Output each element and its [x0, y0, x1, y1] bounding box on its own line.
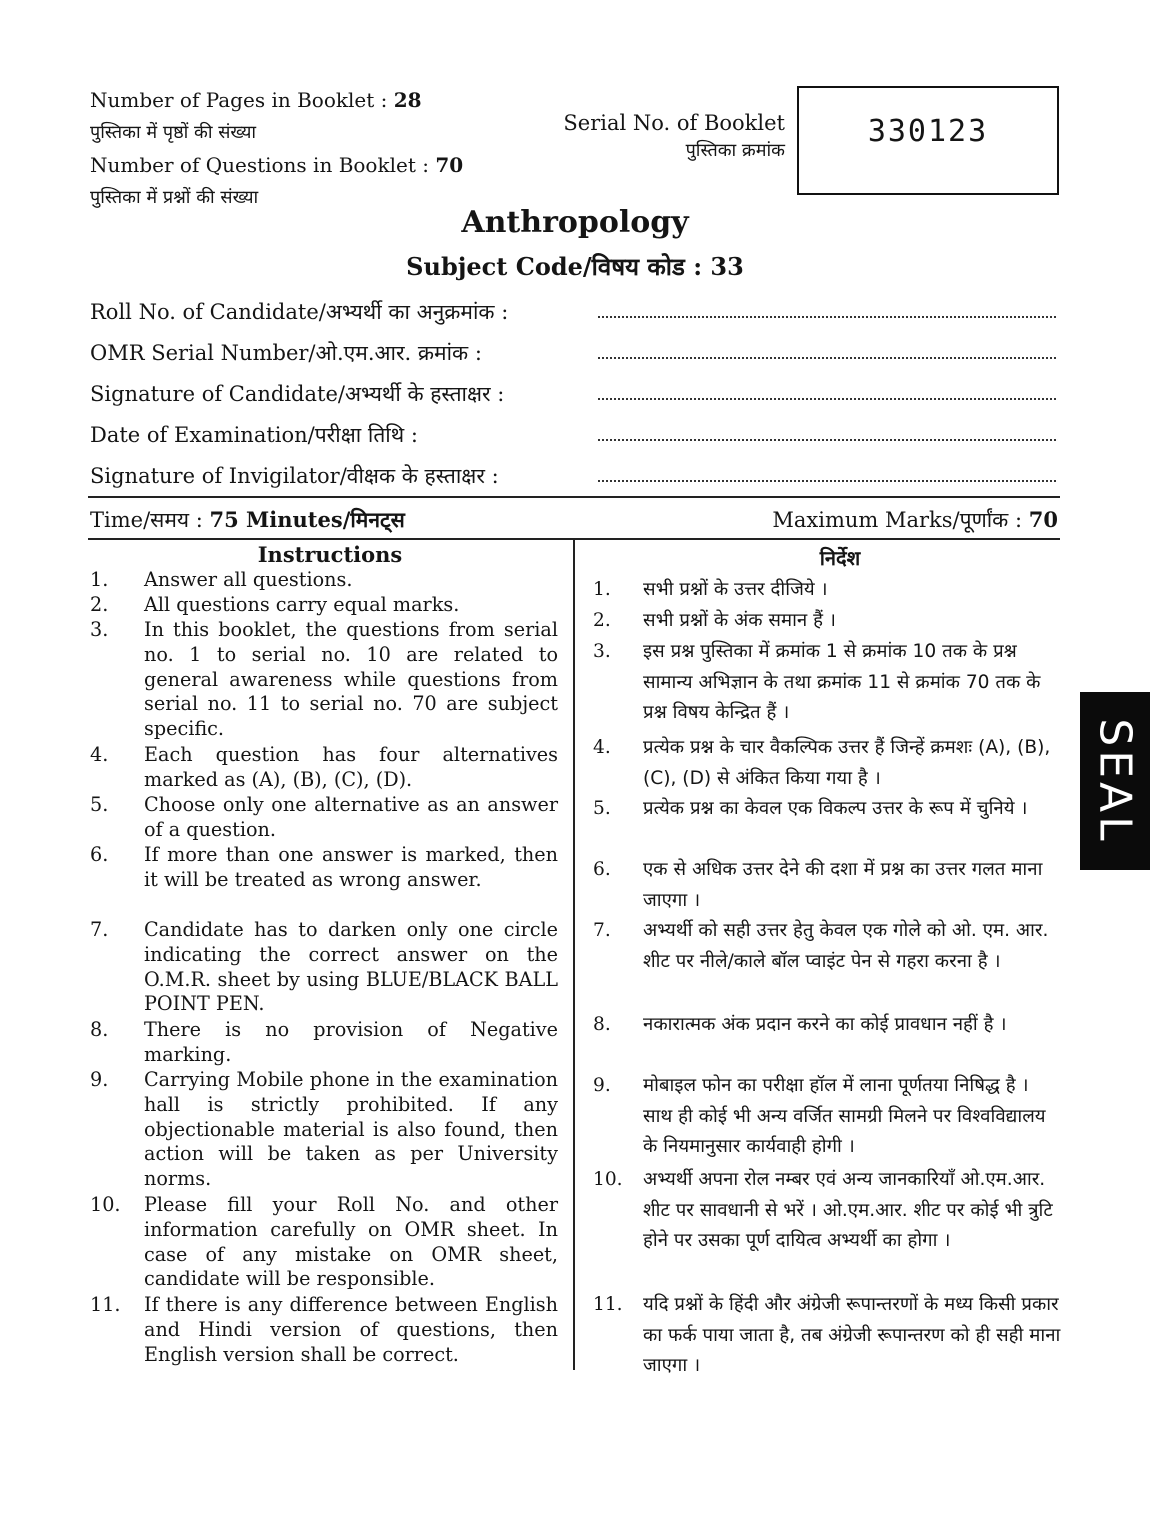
- instruction-item-hi: 2. सभी प्रश्नों के अंक समान हैं ।: [593, 610, 836, 631]
- serial-number-box: [797, 86, 1059, 195]
- divider: [88, 496, 1060, 498]
- instruction-item: 4. Each question has four alternatives marked as (A), (B), (C), (D).: [90, 743, 558, 791]
- field-label-roll-no: Roll No. of Candidate/अभ्यर्थी का अनुक्रमांक :: [90, 300, 509, 324]
- instruction-item-hi: 10. अभ्यर्थी अपना रोल नम्बर एवं अन्य जानकारियाँ ओ.एम.आर. शीट पर सावधानी से भरें । ओ.एम.आर. शीट पर कोई भी त्रुटि होने पर उसका पूर्ण दायित्व अभ्यर्थी का होगा ।: [593, 1169, 1053, 1251]
- instruction-item-hi: 6. एक से अधिक उत्तर देने की दशा में प्रश्न का उत्तर गलत माना जाएगा ।: [593, 859, 1043, 911]
- instruction-item: 1. Answer all questions.: [90, 568, 353, 591]
- instruction-item: 8. There is no provision of Negative marking.: [90, 1018, 558, 1066]
- instruction-item: 6. If more than one answer is marked, then it will be treated as wrong answer.: [90, 843, 558, 891]
- instruction-item: 11. If there is any difference between English and Hindi version of questions, then English version shall be correct.: [90, 1293, 558, 1366]
- instructions-title-hi: निर्देश: [819, 546, 861, 570]
- serial-label-en: Serial No. of Booklet: [563, 111, 785, 135]
- field-label-exam-date: Date of Examination/परीक्षा तिथि :: [90, 423, 418, 447]
- subject-code: Subject Code/विषय कोड : 33: [406, 252, 744, 281]
- instruction-item: 5. Choose only one alternative as an answer of a question.: [90, 793, 558, 841]
- instruction-item: 9. Carrying Mobile phone in the examination hall is strictly prohibited. If any objectionable material is also found, then action will be taken as per University norms.: [90, 1068, 558, 1191]
- instruction-item: 10. Please fill your Roll No. and other information carefully on OMR sheet. In case of any mistake on OMR sheet, candidate will be responsible.: [90, 1193, 558, 1291]
- questions-count-en: Number of Questions in Booklet : 70: [90, 153, 464, 177]
- page-title: Anthropology: [461, 205, 689, 240]
- instruction-item-hi: 1. सभी प्रश्नों के उत्तर दीजिये ।: [593, 579, 828, 600]
- serial-number: 330123: [867, 114, 989, 149]
- instruction-item-hi: 3. इस प्रश्न पुस्तिका में क्रमांक 1 से क्रमांक 10 तक के प्रश्न सामान्य अभिज्ञान के तथा क्रमांक 11 से क्रमांक 70 तक के प्रश्न विषय केन्द्रित हैं ।: [593, 641, 1041, 723]
- field-label-candidate-signature: Signature of Candidate/अभ्यर्थी के हस्ताक्षर :: [90, 382, 505, 406]
- column-divider: [573, 540, 575, 1370]
- serial-label: [520, 110, 785, 164]
- instruction-item-hi: 11. यदि प्रश्नों के हिंदी और अंग्रेजी रूपान्तरणों के मध्य किसी प्रकार का फर्क पाया जाता है, तब अंग्रेजी रूपान्तरण को ही सही माना जाएगा ।: [593, 1294, 1061, 1376]
- instruction-item-hi: 8. नकारात्मक अंक प्रदान करने का कोई प्रावधान नहीं है ।: [593, 1014, 1007, 1035]
- questions-count-hi: पुस्तिका में प्रश्नों की संख्या: [90, 187, 259, 208]
- field-label-omr-serial: OMR Serial Number/ओ.एम.आर. क्रमांक :: [90, 341, 482, 365]
- instruction-item-hi: 9. मोबाइल फोन का परीक्षा हॉल में लाना पूर्णतया निषिद्ध है । साथ ही कोई भी अन्य वर्जित सामग्री मिलने पर विश्वविद्यालय के नियमानुसार कार्यवाही होगी ।: [593, 1075, 1046, 1157]
- seal-text: SEAL: [1089, 717, 1141, 845]
- time-allowed: Time/समय : 75 Minutes/मिनट्स: [90, 507, 405, 532]
- instruction-item: 2. All questions carry equal marks.: [90, 593, 460, 616]
- instruction-item-hi: 5. प्रत्येक प्रश्न का केवल एक विकल्प उत्तर के रूप में चुनिये ।: [593, 798, 1028, 819]
- instruction-item-hi: 7. अभ्यर्थी को सही उत्तर हेतु केवल एक गोले को ओ. एम. आर. शीट पर नीले/काले बॉल प्वाइंट पेन से गहरा करना है ।: [593, 920, 1049, 972]
- field-label-invigilator-signature: Signature of Invigilator/वीक्षक के हस्ताक्षर :: [90, 464, 499, 488]
- instruction-item: 3. In this booklet, the questions from serial no. 1 to serial no. 10 are related to general awareness while questions from serial no. 11 to serial no. 70 are subject specific.: [90, 618, 558, 741]
- seal-tab: [1080, 692, 1150, 870]
- pages-count-hi: पुस्तिका में पृष्ठों की संख्या: [90, 122, 257, 143]
- candidate-signature-input[interactable]: [598, 398, 1056, 400]
- instruction-item: 7. Candidate has to darken only one circle indicating the correct answer on the O.M.R. sheet by using BLUE/BLACK BALL POINT PEN.: [90, 918, 558, 1016]
- pages-count-en: Number of Pages in Booklet : 28: [90, 88, 422, 112]
- exam-date-input[interactable]: [598, 439, 1056, 441]
- invigilator-signature-input[interactable]: [598, 480, 1056, 482]
- instruction-item-hi: 4. प्रत्येक प्रश्न के चार वैकल्पिक उत्तर हैं जिन्हें क्रमशः (A), (B), (C), (D) से अंकित किया गया है ।: [593, 737, 1051, 789]
- roll-no-input[interactable]: [598, 316, 1056, 318]
- omr-serial-input[interactable]: [598, 357, 1056, 359]
- maximum-marks: Maximum Marks/पूर्णांक : 70: [772, 507, 1058, 532]
- serial-label-hi: पुस्तिका क्रमांक: [685, 140, 785, 161]
- instructions-title-en: Instructions: [257, 542, 403, 567]
